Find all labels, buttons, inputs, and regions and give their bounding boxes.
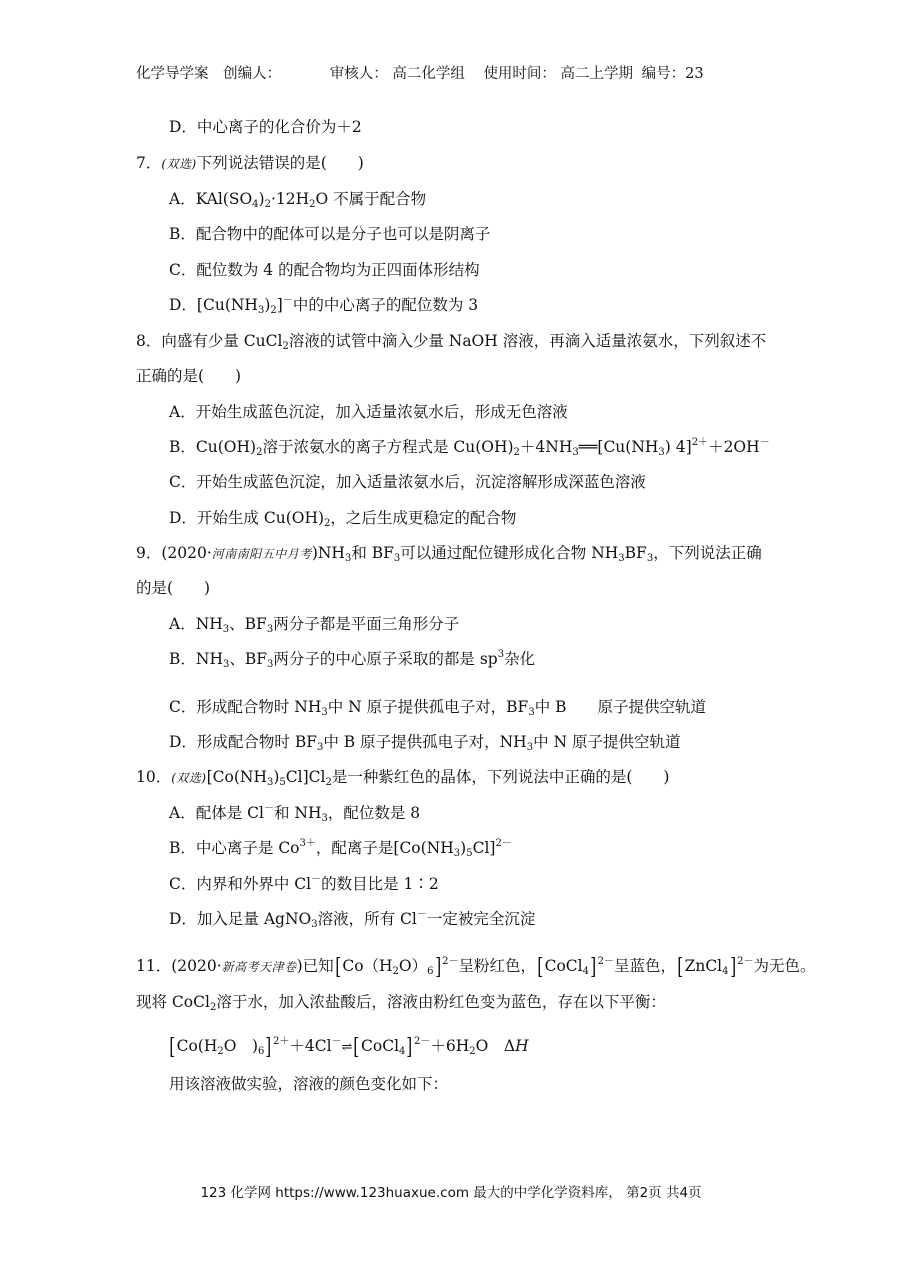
q8-option-c: C．开始生成蓝色沉淀，加入适量浓氨水后，沉淀溶解形成深蓝色溶液 [169, 473, 646, 491]
q9-stem-line1: 9．(2020·河南南阳五中月考)$NH_3$和 $BF_3$可以通过配位键形成化合物 $NH_3BF_3$，下列说法正确 [136, 544, 762, 564]
q7-option-b: B．配合物中的配体可以是分子也可以是阴离子 [169, 225, 491, 243]
header-time-label: 使用时间： [483, 66, 556, 82]
header-reviewer: 高二化学组 [392, 66, 465, 82]
q8-stem-line2: 正确的是( ) [136, 367, 242, 385]
q7-tag: (双选) [161, 157, 197, 171]
page-header [136, 64, 704, 84]
header-author-label: 创编人： [223, 66, 282, 82]
q9-option-b: B．$NH_3$、$BF_3$两分子的中心原子采取的都是 $sp^3$杂化 [169, 649, 536, 670]
q9-option-c: C．形成配合物时 $NH_3$中 N 原子提供孤电子对，$BF_3$中 B 原子提供空轨道 [169, 698, 707, 718]
q10-tag: (双选) [171, 771, 207, 785]
q8-stem-line1: 8．向盛有少量 CuCl$_2$溶液的试管中滴入少量 NaOH 溶液，再滴入适量浓氨水，下列叙述不 [136, 332, 767, 352]
q7-option-a: A．$KAl(SO_4)_2\cdot 12H_2O$ 不属于配合物 [169, 190, 427, 210]
q9-option-d: D．形成配合物时 $BF_3$中 B 原子提供孤电子对，$NH_3$中 N 原子提供空轨道 [169, 733, 681, 753]
q7-number: 7． [136, 154, 162, 172]
q11-stem-line2: 现将 CoCl$_2$溶于水，加入浓盐酸后，溶液由粉红色变为蓝色，存在以下平衡： [136, 993, 666, 1013]
q6-option-d: D．中心离子的化合价为＋2 [169, 118, 362, 136]
q11-stem-line1: 11．(2020·新高考天津卷)已知$[Co(H_2O)_6]^{2-}$呈粉红色，[CoCl$_4$]$^{2-}$呈蓝色，[ZnCl$_4$]$^{2-}$为无色。 [136, 955, 816, 980]
q7-text: 下列说法错误的是( ) [196, 154, 364, 172]
q11-stem-line4: 用该溶液做实验，溶液的颜色变化如下： [169, 1075, 449, 1093]
header-reviewer-label: 审核人： [329, 66, 388, 82]
page-footer: 123 化学网 https://www.123huaxue.com 最大的中学化学资料库， 第2页 共4页 [200, 1185, 702, 1201]
equilibrium-arrow-icon: ⇌ [341, 1040, 353, 1055]
q7-stem [136, 153, 364, 174]
header-number: 编号：23 [641, 66, 704, 82]
q9-option-a: A．$NH_3$、$BF_3$两分子都是平面三角形分子 [169, 615, 460, 635]
header-time: 高二上学期 [560, 66, 634, 82]
q8-option-d: D．开始生成 $Cu(OH)_2$，之后生成更稳定的配合物 [169, 509, 517, 529]
q7-option-d: D．$[Cu(NH_3)_2]^-$中的中心离子的配位数为 3 [169, 295, 479, 316]
q11-equilibrium-equation: [$Co(H_2O$ )$_6]^{2+}+4Cl^-\rightleftharpoons[CoCl_4]^{2-}+6H_2O$ ΔH [169, 1035, 529, 1060]
q8-option-b: B．$Cu(OH)_2$溶于浓氨水的离子方程式是 $Cu(OH)_2+4NH_3══[Cu(NH_3)$ 4]$^{2+}$＋2OH－ [169, 437, 770, 458]
q10-option-a: A．配体是 Cl－和 $NH_3$，配位数是 8 [169, 803, 421, 824]
q9-source-tag: 河南南阳五中月考 [211, 547, 312, 561]
q9-stem-line2: 的是( ) [136, 579, 211, 597]
q8-option-a: A．开始生成蓝色沉淀，加入适量浓氨水后，形成无色溶液 [169, 403, 568, 421]
q10-option-c: C．内界和外界中 Cl－的数目比是 1∶2 [169, 874, 439, 893]
q11-source-tag: 新高考天津卷 [221, 960, 297, 974]
q10-option-d: D．加入足量 AgNO$_3$溶液，所有 Cl－一定被完全沉淀 [169, 909, 536, 930]
q10-stem: 10．(双选)$[Co(NH_3)_5Cl]Cl_2$是一种紫红色的晶体，下列说法中正确的是( ) [136, 768, 670, 788]
header-title: 化学导学案 [136, 66, 209, 82]
q7-option-c: C．配位数为 4 的配合物均为正四面体形结构 [169, 261, 480, 279]
q10-option-b: B．中心离子是 $Co^{3+}$，配离子是$[Co(NH_3)_5Cl]^{2-}$ [169, 838, 512, 859]
